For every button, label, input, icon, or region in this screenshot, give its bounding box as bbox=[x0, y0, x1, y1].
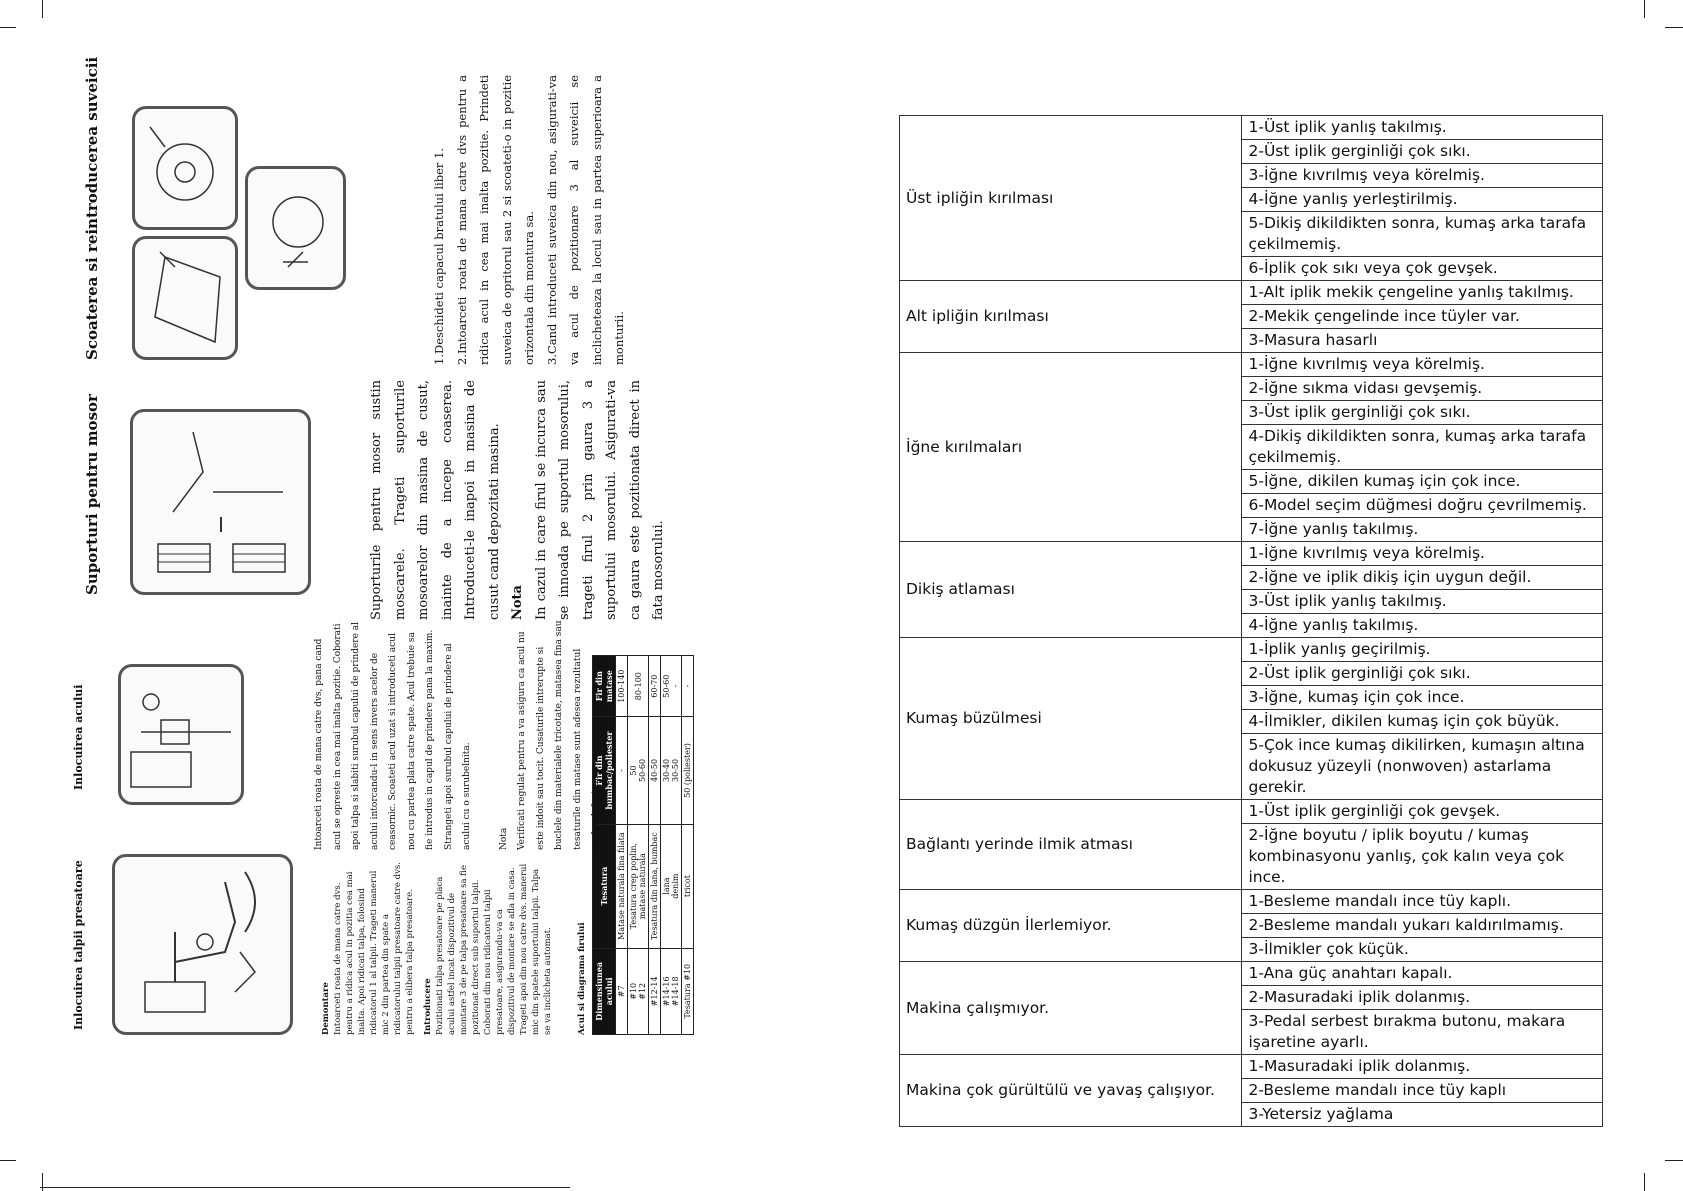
table-row bbox=[649, 656, 661, 1035]
table-row bbox=[900, 1055, 1603, 1079]
crop-mark bbox=[42, 1173, 43, 1191]
cause-cell: 1-Besleme mandalı ince tüy kaplı. bbox=[1242, 890, 1603, 914]
cause-cell: 3-İlmikler çok küçük. bbox=[1242, 938, 1603, 962]
needle-table-header: Fir din bumbac/poliester bbox=[593, 717, 616, 824]
cause-cell: 5-Dikiş dikildikten sonra, kumaş arka tarafa çekilmemiş. bbox=[1242, 212, 1603, 257]
problem-cell: Dikiş atlaması bbox=[900, 542, 1242, 638]
table-row bbox=[900, 800, 1603, 824]
cause-cell: 2-Besleme mandalı yukarı kaldırılmamış. bbox=[1242, 914, 1603, 938]
introducere-text: Pozitionati talpa presatoare pe placa acului astfel incat dispozitivul de montare 3 de pe talpa presatoare sa fie pozitionat direct sub suportul talpii. Coborati din nou ridicatorul talpii presatoare, asigurandu-va ca dispozitivul de montare se afla in casa. Trageti apoi din nou catre dvs. manerul mic din spatele suportului talpii. Talpa se va inclicheta automat. bbox=[435, 863, 553, 1035]
table-row bbox=[900, 116, 1603, 140]
needle-table bbox=[592, 655, 694, 1035]
table-cell: Tesatura din lana, bumbac bbox=[649, 824, 661, 948]
crop-mark bbox=[1665, 1160, 1683, 1161]
table-row bbox=[900, 638, 1603, 662]
cause-cell: 2-İğne boyutu / iplik boyutu / kumaş kombinasyonu yanlış, çok kalın veya çok ince. bbox=[1242, 824, 1603, 890]
cause-cell: 2-Üst iplik gerginliği çok sıkı. bbox=[1242, 662, 1603, 686]
table-row bbox=[661, 656, 682, 1035]
troubleshooting-table bbox=[899, 115, 1603, 1127]
demontare-title: Demontare bbox=[321, 982, 331, 1035]
table-row bbox=[682, 656, 694, 1035]
bobbin-step-1: 1.Deschideti capacul bratului liber 1. bbox=[432, 147, 446, 365]
cause-cell: 3-Üst iplik yanlış takılmış. bbox=[1242, 590, 1603, 614]
section-title-needle: Inlocuirea acului bbox=[72, 684, 85, 790]
problem-cell: Kumaş düzgün İlerlemiyor. bbox=[900, 890, 1242, 962]
needle-illustration bbox=[118, 664, 244, 805]
cause-cell: 1-İplik yanlış geçirilmiş. bbox=[1242, 638, 1603, 662]
bobbin-text-block bbox=[428, 75, 631, 365]
table-cell: - bbox=[616, 717, 628, 824]
spool-nota-text: In cazul in care firul se incurca sau se innoada pe suportul mosorului, trageti firul 2 prin gaura 3 a suportului mosorului. Asigurati-va ca gaura este pozitionata direct in fata mosorului. bbox=[533, 380, 666, 620]
table-cell: - bbox=[682, 656, 694, 717]
table-row bbox=[628, 656, 649, 1035]
spool-nota-title: Nota bbox=[510, 585, 525, 620]
cause-cell: 1-İğne kıvrılmış veya körelmiş. bbox=[1242, 542, 1603, 566]
cause-cell: 6-İplik çok sıkı veya çok gevşek. bbox=[1242, 257, 1603, 281]
problem-cell: Alt ipliğin kırılması bbox=[900, 281, 1242, 353]
cause-cell: 6-Model seçim düğmesi doğru çevrilmemiş. bbox=[1242, 494, 1603, 518]
presser-illustration bbox=[112, 854, 293, 1035]
bobbin-illustration-1 bbox=[132, 236, 238, 360]
crop-mark bbox=[1665, 27, 1683, 28]
cause-cell: 3-Yetersiz yağlama bbox=[1242, 1103, 1603, 1127]
problem-cell: Bağlantı yerinde ilmik atması bbox=[900, 800, 1242, 890]
problem-cell: İğne kırılmaları bbox=[900, 353, 1242, 542]
cause-cell: 4-İlmikler, dikilen kumaş için çok büyük. bbox=[1242, 710, 1603, 734]
table-cell: #10 #12 bbox=[628, 948, 649, 1034]
cause-cell: 1-Alt iplik mekik çengeline yanlış takılmış. bbox=[1242, 281, 1603, 305]
crop-mark bbox=[1644, 1173, 1645, 1191]
table-row bbox=[900, 890, 1603, 914]
table-cell: tricot bbox=[682, 824, 694, 948]
spool-illustration bbox=[130, 409, 311, 595]
cause-cell: 1-Ana güç anahtarı kapalı. bbox=[1242, 962, 1603, 986]
bobbin-hook-icon bbox=[248, 169, 343, 287]
bobbin-step-2: 2.Intoarceti roata de mana catre dvs pentru a ridica acul in cea mai inalta pozitie. Prindeti suveica de opritorul sau 2 si scoateti-o in pozitie orizontala din montura sa. bbox=[454, 75, 536, 365]
bobbin-step-3: 3.Cand introduceti suveica din nou, asigurati-va va acul de pozitionare 3 al suveicii se inclicheteaza la locul sau in partea superioara a monturii. bbox=[544, 75, 626, 365]
table-row bbox=[900, 542, 1603, 566]
spool-text: Suporturile pentru mosor sustin moscarele. Trageti suporturile mosoarelor din masina de cusut, inainte de a incepe coaserea. Introduceti-le inapoi in masina de cusut cand depozitati masina. bbox=[369, 380, 502, 620]
table-cell: Matase naturala fina filata bbox=[616, 824, 628, 948]
needle-table-header: Fir din matase bbox=[593, 656, 616, 717]
cause-cell: 3-İğne, kumaş için çok ince. bbox=[1242, 686, 1603, 710]
crop-mark bbox=[42, 0, 43, 18]
cause-cell: 1-İğne kıvrılmış veya körelmiş. bbox=[1242, 353, 1603, 377]
cause-cell: 5-İğne, dikilen kumaş için çok ince. bbox=[1242, 470, 1603, 494]
crop-mark bbox=[40, 1187, 570, 1188]
needle-text: Intoarceti roata de mana catre dvs, pana cand acul se opreste in cea mai inalta pozitie. Coborati apoi talpa si slabiti surubul capului de prindere al acului intorcandu-l in sens invers acelor de ceasornic. Scoateti acul uzat si introduceti acul nou cu partea plata catre spate. Acul trebuie sa fie introdus in capul de prindere pana la maxim. Strangeti apoi surubul capului de prindere al acului cu o surubelnita. bbox=[314, 621, 472, 850]
table-cell: 60-70 bbox=[649, 656, 661, 717]
introducere-title: Introducere bbox=[423, 978, 433, 1035]
spool-text-block bbox=[365, 380, 671, 620]
bobbin-case-icon bbox=[135, 109, 235, 227]
bobbin-illustration-3 bbox=[245, 166, 346, 290]
table-cell: #14-16 #14-18 bbox=[661, 948, 682, 1034]
section-title-spool: Suporturi pentru mosor bbox=[83, 394, 101, 595]
cause-cell: 5-Çok ince kumaş dikilirken, kumaşın altına dokusuz yüzeyli (nonwoven) astarlama gerekir. bbox=[1242, 734, 1603, 800]
cause-cell: 3-Üst iplik gerginliği çok sıkı. bbox=[1242, 401, 1603, 425]
table-cell: Tesatura #10 bbox=[682, 948, 694, 1034]
presser-foot-icon bbox=[115, 857, 290, 1032]
table-cell: 30-40 30-50 bbox=[661, 717, 682, 824]
cause-cell: 1-Üst iplik yanlış takılmış. bbox=[1242, 116, 1603, 140]
needle-table-caption: Acul si diagrama firului bbox=[577, 922, 587, 1035]
table-cell: 80-100 bbox=[628, 656, 649, 717]
table-cell: 50 (poliester) bbox=[682, 717, 694, 824]
cause-cell: 2-Besleme mandalı ince tüy kaplı bbox=[1242, 1079, 1603, 1103]
spool-icon bbox=[133, 412, 308, 592]
problem-cell: Makina çalışmıyor. bbox=[900, 962, 1242, 1055]
table-cell: 40-50 bbox=[649, 717, 661, 824]
crop-mark bbox=[1644, 0, 1645, 18]
table-row bbox=[900, 962, 1603, 986]
table-cell: 50-60 - bbox=[661, 656, 682, 717]
needle-icon bbox=[121, 667, 241, 802]
table-cell: Tesatura crep poplin, matase naturala bbox=[628, 824, 649, 948]
table-row bbox=[900, 281, 1603, 305]
cause-cell: 4-Dikiş dikildikten sonra, kumaş arka tarafa çekilmemiş. bbox=[1242, 425, 1603, 470]
cause-cell: 2-Masuradaki iplik dolanmış. bbox=[1242, 986, 1603, 1010]
demontare-text: Intoarceti roata de mana catre dvs. pentru a ridica acul in pozitia cea mai inalta. Apoi ridicati talpa, folosind ridicatorul 1 al talpii. Trageti manerul mic 2 din partea din spate a ridicatorului talpii presatoare catre dvs. pentru a elibera talpa presatoare. bbox=[333, 862, 415, 1035]
problem-cell: Makina çok gürültülü ve yavaş çalışıyor. bbox=[900, 1055, 1242, 1127]
left-page-rotated bbox=[20, 40, 692, 1150]
problem-cell: Üst ipliğin kırılması bbox=[900, 116, 1242, 281]
cause-cell: 4-İğne yanlış takılmış. bbox=[1242, 614, 1603, 638]
table-row bbox=[900, 353, 1603, 377]
table-cell: #12-14 bbox=[649, 948, 661, 1034]
section-title-bobbin: Scoaterea si reintroducerea suveicii bbox=[83, 56, 101, 360]
table-cell: lana denim bbox=[661, 824, 682, 948]
presser-text-block bbox=[320, 860, 554, 1035]
table-cell: #7 bbox=[616, 948, 628, 1034]
needle-nota-text: Verificati regulat pentru a va asigura ca acul nu este indoit sau tocit. Cusaturile intrerupte si buclele din materialele tricotate, matasea fina sau tesaturile din matase sunt adesea rezultatul acelor defecte. bbox=[517, 620, 601, 850]
cause-cell: 3-Pedal serbest bırakma butonu, makara işaretine ayarlı. bbox=[1242, 1010, 1603, 1055]
bobbin-illustration-2 bbox=[132, 106, 238, 230]
cause-cell: 3-Masura hasarlı bbox=[1242, 329, 1603, 353]
table-row bbox=[616, 656, 628, 1035]
crop-mark bbox=[0, 27, 16, 28]
cause-cell: 2-İğne sıkma vidası gevşemiş. bbox=[1242, 377, 1603, 401]
table-cell: 50 50-60 bbox=[628, 717, 649, 824]
needle-text-block bbox=[310, 620, 606, 850]
cause-cell: 1-Masuradaki iplik dolanmış. bbox=[1242, 1055, 1603, 1079]
cause-cell: 4-İğne yanlış yerleştirilmiş. bbox=[1242, 188, 1603, 212]
crop-mark bbox=[0, 1160, 16, 1161]
needle-nota-title: Nota bbox=[498, 827, 509, 850]
left-page bbox=[20, 40, 692, 1150]
cause-cell: 2-Mekik çengelinde ince tüyler var. bbox=[1242, 305, 1603, 329]
table-cell: 100-140 bbox=[616, 656, 628, 717]
free-arm-cover-icon bbox=[135, 239, 235, 357]
cause-cell: 2-Üst iplik gerginliği çok sıkı. bbox=[1242, 140, 1603, 164]
problem-cell: Kumaş büzülmesi bbox=[900, 638, 1242, 800]
cause-cell: 1-Üst iplik gerginliği çok gevşek. bbox=[1242, 800, 1603, 824]
needle-table-header: Tesatura bbox=[593, 824, 616, 948]
cause-cell: 7-İğne yanlış takılmış. bbox=[1242, 518, 1603, 542]
cause-cell: 3-İğne kıvrılmış veya körelmiş. bbox=[1242, 164, 1603, 188]
cause-cell: 2-İğne ve iplik dikiş için uygun değil. bbox=[1242, 566, 1603, 590]
section-title-presser: Inlocuirea talpii presatoare bbox=[72, 860, 85, 1030]
needle-table-header: Dimensiunea acului bbox=[593, 948, 616, 1034]
